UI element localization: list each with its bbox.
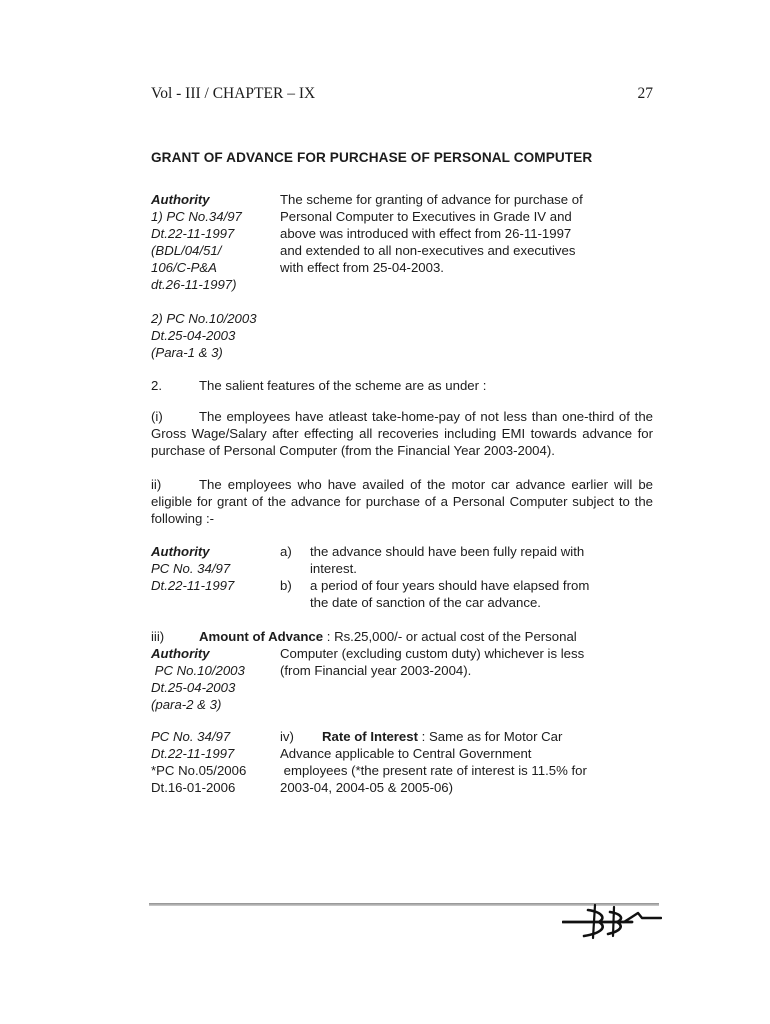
text-line: PC No. 34/97 — [151, 561, 231, 576]
paragraph-2-number: 2. — [151, 378, 162, 393]
interest-heading-line — [280, 728, 653, 745]
feature-ii-text: The employees who have availed of the motor car advance earlier will be eligible for grant of the advance for purchase of a Personal Computer subject to the following :- — [151, 477, 653, 526]
interest-marker: iv) — [280, 729, 294, 744]
conditions-authority-column — [151, 543, 280, 611]
document-title: GRANT OF ADVANCE FOR PURCHASE OF PERSONAL COMPUTER — [151, 150, 593, 165]
text-line: 106/C-P&A — [151, 260, 217, 275]
text-line: the date of sanction of the car advance. — [310, 595, 541, 610]
condition-a-text — [310, 543, 653, 577]
text-line: Dt.22-11-1997 — [151, 578, 235, 593]
text-line: Personal Computer to Executives in Grade IV and — [280, 209, 572, 224]
text-line: Computer (excluding custom duty) whichever is less — [280, 646, 585, 661]
amount-authority-column — [151, 645, 280, 713]
text-line: Dt.22-11-1997 — [151, 746, 235, 761]
amount-body-text — [280, 645, 653, 713]
scheme-intro-text — [280, 191, 653, 293]
page-content — [151, 84, 653, 796]
condition-item-a — [280, 543, 653, 577]
feature-ii — [151, 476, 653, 527]
interest-body — [280, 728, 653, 796]
text-line: PC No.10/2003 — [151, 663, 245, 678]
interest-heading: Rate of Interest — [322, 729, 418, 744]
text-line: a period of four years should have elapsed from — [310, 578, 590, 593]
feature-ii-marker: ii) — [151, 477, 162, 492]
feature-i — [151, 408, 653, 459]
text-line: (BDL/04/51/ — [151, 243, 222, 258]
feature-i-marker: (i) — [151, 409, 163, 424]
authority-column — [151, 191, 280, 293]
text-line: the advance should have been fully repaid with — [310, 544, 585, 559]
conditions-block — [151, 543, 653, 611]
conditions-list — [280, 543, 653, 611]
amount-body-block — [151, 645, 653, 713]
interest-heading-rest: : Same as for Motor Car — [418, 729, 563, 744]
text-line: (Para-1 & 3) — [151, 345, 223, 360]
text-line: Dt.25-04-2003 — [151, 680, 236, 695]
condition-b-marker: b) — [280, 578, 292, 593]
authority-label: Authority — [151, 646, 210, 661]
text-line: Dt.16-01-2006 — [151, 780, 236, 795]
page-number: 27 — [637, 85, 653, 102]
text-line: 2003-04, 2004-05 & 2005-06) — [280, 780, 454, 795]
amount-heading-line — [151, 628, 653, 645]
text-line: *PC No.05/2006 — [151, 763, 247, 778]
text-line: dt.26-11-1997) — [151, 277, 237, 292]
authority-ref-lines — [151, 560, 280, 594]
scheme-intro-block — [151, 191, 653, 293]
interest-authority-column — [151, 728, 280, 796]
text-line: and extended to all non-executives and executives — [280, 243, 576, 258]
text-line: 2) PC No.10/2003 — [151, 311, 257, 326]
text-line: above was introduced with effect from 26-11-1997 — [280, 226, 572, 241]
text-line: PC No. 34/97 — [151, 729, 231, 744]
feature-i-text: The employees have atleast take-home-pay of not less than one-third of the Gross Wage/Salary after effecting all recoveries including EMI towards advance for purchase of Personal Computer (from the Financial Year 2003-2004). — [151, 409, 653, 458]
authority-label: Authority — [151, 192, 210, 207]
paragraph-2 — [151, 377, 653, 394]
authority-ref-lines — [151, 662, 280, 713]
text-line: (from Financial year 2003-2004). — [280, 663, 472, 678]
condition-item-b — [280, 577, 653, 611]
amount-heading-rest: : Rs.25,000/- or actual cost of the Personal — [323, 629, 577, 644]
text-line: Dt.25-04-2003 — [151, 328, 236, 343]
authority-ref-lines-plain — [151, 762, 280, 796]
signature-scribble-icon — [562, 902, 662, 940]
authority-ref-lines-italic — [151, 728, 280, 762]
text-line: The scheme for granting of advance for purchase of — [280, 192, 583, 207]
text-line: 1) PC No.34/97 — [151, 209, 242, 224]
text-line: Advance applicable to Central Government — [280, 746, 532, 761]
amount-heading: Amount of Advance — [199, 629, 324, 644]
text-line: (para-2 & 3) — [151, 697, 222, 712]
text-line: interest. — [310, 561, 357, 576]
authority-label: Authority — [151, 544, 210, 559]
header-chapter-label: Vol - III / CHAPTER – IX — [151, 85, 316, 102]
page-header — [151, 84, 653, 103]
amount-marker: iii) — [151, 629, 165, 644]
amount-of-advance-section — [151, 628, 653, 713]
authority-ref-lines — [151, 208, 280, 293]
authority-ref-2 — [151, 310, 653, 361]
text-line: with effect from 25-04-2003. — [280, 260, 444, 275]
condition-b-text — [310, 577, 653, 611]
text-line: Dt.22-11-1997 — [151, 226, 235, 241]
interest-body-text — [280, 745, 653, 796]
paragraph-2-text: The salient features of the scheme are as under : — [199, 378, 487, 393]
condition-a-marker: a) — [280, 544, 292, 559]
text-line: employees (*the present rate of interest is 11.5% for — [280, 763, 587, 778]
rate-of-interest-section — [151, 728, 653, 796]
